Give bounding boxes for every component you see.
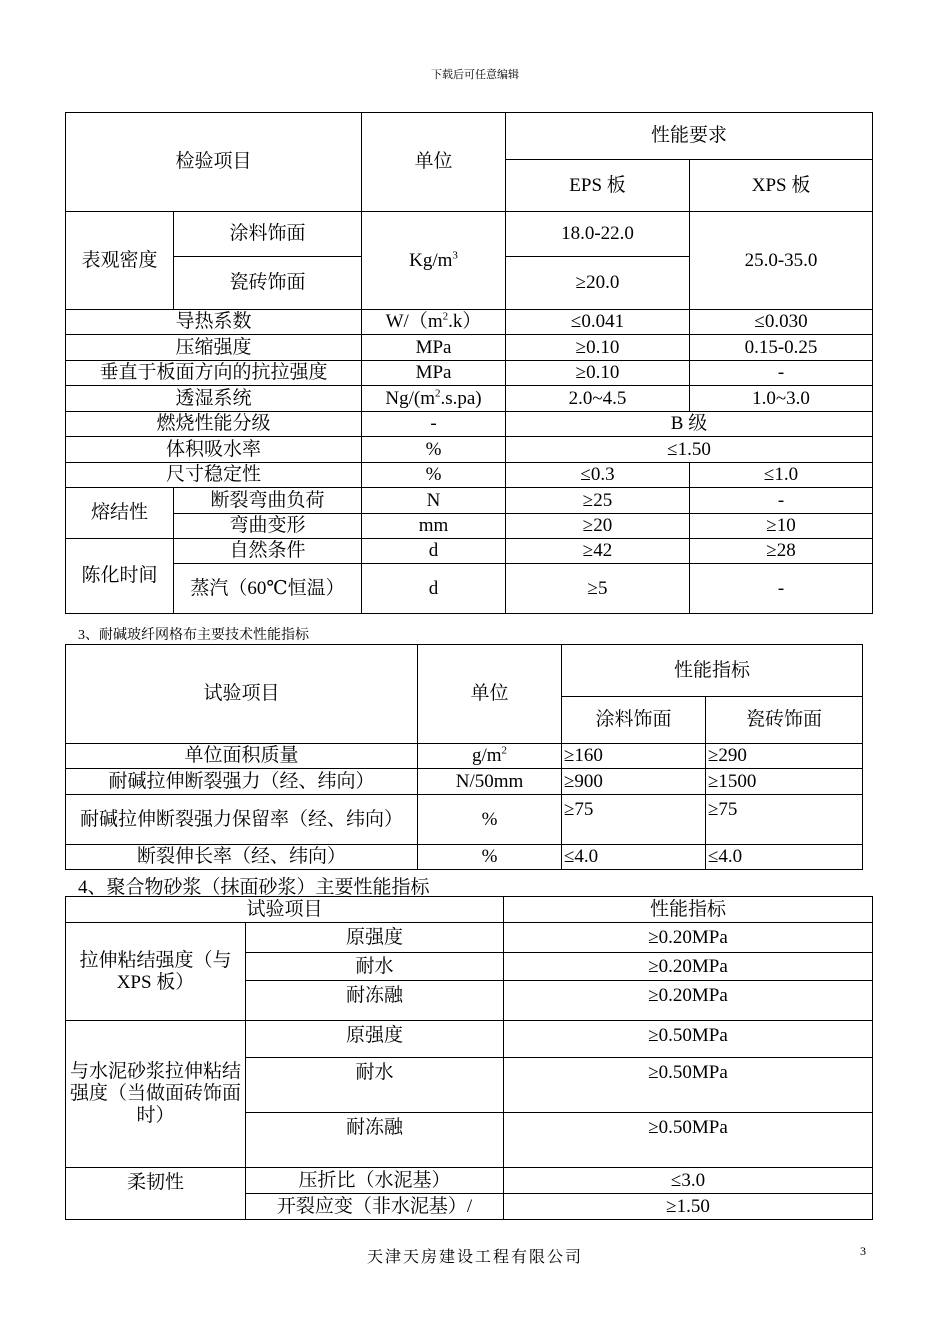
table-row: [66, 845, 863, 870]
header-item: 检验项目: [66, 113, 362, 212]
table-row: [66, 335, 873, 361]
row-item: 透湿系统: [66, 386, 362, 412]
density-tile: 瓷砖饰面: [174, 257, 362, 310]
row-unit: %: [418, 795, 562, 845]
table-row: [66, 769, 863, 795]
group1-sub: 耐水: [246, 953, 504, 981]
row-item: 导热系数: [66, 310, 362, 335]
row-tile: ≥1500: [706, 769, 863, 795]
row-unit: $Ng/(m^2.s.pa)$: [362, 386, 506, 412]
table-row: [66, 795, 863, 845]
row-unit: MPa: [362, 335, 506, 361]
fusion-unit: N: [362, 488, 506, 514]
section-4-title: 4、聚合物砂浆（抹面砂浆）主要性能指标: [78, 877, 430, 898]
group2-value: ≥0.50MPa: [504, 1058, 873, 1113]
fiberglass-mesh-table: [65, 644, 863, 870]
header-performance: 性能指标: [562, 645, 863, 697]
table-row: [66, 412, 873, 437]
row-xps: ≤1.0: [690, 463, 873, 488]
aging-xps: -: [690, 564, 873, 614]
group2-value: ≥0.50MPa: [504, 1113, 873, 1168]
density-eps-coat: 18.0-22.0: [506, 212, 690, 257]
group2-label: 与水泥砂浆拉伸粘结强度（当做面砖饰面时）: [66, 1021, 246, 1168]
row-coat: ≥160: [562, 744, 706, 769]
row-item: 耐碱拉伸断裂强力（经、纬向）: [66, 769, 418, 795]
group1-sub: 原强度: [246, 923, 504, 953]
row-unit: MPa: [362, 361, 506, 386]
density-eps-tile: ≥20.0: [506, 257, 690, 310]
footer-company: 天津天房建设工程有限公司: [366, 1249, 583, 1266]
table-row: [66, 386, 873, 412]
row-item: 耐碱拉伸断裂强力保留率（经、纬向）: [66, 795, 418, 845]
density-xps: 25.0-35.0: [690, 212, 873, 310]
density-coat: 涂料饰面: [174, 212, 362, 257]
aging-unit: d: [362, 564, 506, 614]
header-item: 试验项目: [66, 897, 504, 923]
row-unit: -: [362, 412, 506, 437]
header-unit: 单位: [362, 113, 506, 212]
fusion-sub: 弯曲变形: [174, 514, 362, 539]
header-note: 下载后可任意编辑: [431, 69, 519, 81]
aging-eps: ≥42: [506, 539, 690, 564]
group1-sub: 耐冻融: [246, 981, 504, 1021]
group3-value: ≥1.50: [504, 1194, 873, 1220]
group1-label: 拉伸粘结强度（与 XPS 板）: [66, 923, 246, 1021]
section-3-title: 3、耐碱玻纤网格布主要技术性能指标: [78, 628, 309, 643]
density-label: 表观密度: [66, 212, 174, 310]
aging-sub: 蒸汽（60℃恒温）: [174, 564, 362, 614]
row-xps: 1.0~3.0: [690, 386, 873, 412]
row-eps: ≤0.041: [506, 310, 690, 335]
row-item: 体积吸水率: [66, 437, 362, 463]
row-coat: ≤4.0: [562, 845, 706, 870]
fusion-xps: -: [690, 488, 873, 514]
group3-sub: 压折比（水泥基）: [246, 1168, 504, 1194]
aging-eps: ≥5: [506, 564, 690, 614]
fusion-sub: 断裂弯曲负荷: [174, 488, 362, 514]
row-item: 压缩强度: [66, 335, 362, 361]
row-coat: ≥75: [562, 795, 706, 845]
row-unit: N/50mm: [418, 769, 562, 795]
row-item: 单位面积质量: [66, 744, 418, 769]
row-eps: ≥0.10: [506, 361, 690, 386]
fusion-label: 熔结性: [66, 488, 174, 539]
row-tile: ≥290: [706, 744, 863, 769]
table-row: [66, 744, 863, 769]
row-unit: %: [362, 463, 506, 488]
aging-xps: ≥28: [690, 539, 873, 564]
page-number: 3: [860, 1244, 866, 1258]
row-item: 尺寸稳定性: [66, 463, 362, 488]
header-tile: 瓷砖饰面: [706, 697, 863, 744]
header-item: 试验项目: [66, 645, 418, 744]
group3-label: 柔韧性: [66, 1168, 246, 1220]
header-performance: 性能指标: [504, 897, 873, 923]
row-eps: ≥0.10: [506, 335, 690, 361]
row-merged-value: ≤1.50: [506, 437, 873, 463]
group3-sub: 开裂应变（非水泥基）/: [246, 1194, 504, 1220]
aging-unit: d: [362, 539, 506, 564]
row-item: 垂直于板面方向的抗拉强度: [66, 361, 362, 386]
group3-value: ≤3.0: [504, 1168, 873, 1194]
row-item: 燃烧性能分级: [66, 412, 362, 437]
fusion-eps: ≥25: [506, 488, 690, 514]
group2-sub: 耐冻融: [246, 1113, 504, 1168]
density-unit: $Kg/m^3$: [362, 212, 506, 310]
row-item: 断裂伸长率（经、纬向）: [66, 845, 418, 870]
group1-value: ≥0.20MPa: [504, 923, 873, 953]
table-row: [66, 463, 873, 488]
aging-sub: 自然条件: [174, 539, 362, 564]
table-row: [66, 437, 873, 463]
row-tile: ≤4.0: [706, 845, 863, 870]
row-tile: ≥75: [706, 795, 863, 845]
group1-value: ≥0.20MPa: [504, 953, 873, 981]
fusion-unit: mm: [362, 514, 506, 539]
row-unit: %: [362, 437, 506, 463]
row-coat: ≥900: [562, 769, 706, 795]
header-eps: EPS 板: [506, 160, 690, 212]
row-unit: $g/m^2$: [418, 744, 562, 769]
row-eps: 2.0~4.5: [506, 386, 690, 412]
fusion-xps: ≥10: [690, 514, 873, 539]
row-unit: $W/(m^2.k)$: [362, 310, 506, 335]
row-merged-value: B 级: [506, 412, 873, 437]
row-xps: 0.15-0.25: [690, 335, 873, 361]
group1-value: ≥0.20MPa: [504, 981, 873, 1021]
header-xps: XPS 板: [690, 160, 873, 212]
polymer-mortar-table: [65, 896, 873, 1220]
row-unit: %: [418, 845, 562, 870]
group2-sub: 耐水: [246, 1058, 504, 1113]
group2-value: ≥0.50MPa: [504, 1021, 873, 1058]
header-unit: 单位: [418, 645, 562, 744]
group2-sub: 原强度: [246, 1021, 504, 1058]
row-xps: -: [690, 361, 873, 386]
insulation-board-table: [65, 112, 873, 614]
fusion-eps: ≥20: [506, 514, 690, 539]
aging-label: 陈化时间: [66, 539, 174, 614]
header-coat: 涂料饰面: [562, 697, 706, 744]
header-performance: 性能要求: [506, 113, 873, 160]
table-row: [66, 361, 873, 386]
table-row: [66, 310, 873, 335]
row-xps: ≤0.030: [690, 310, 873, 335]
row-eps: ≤0.3: [506, 463, 690, 488]
